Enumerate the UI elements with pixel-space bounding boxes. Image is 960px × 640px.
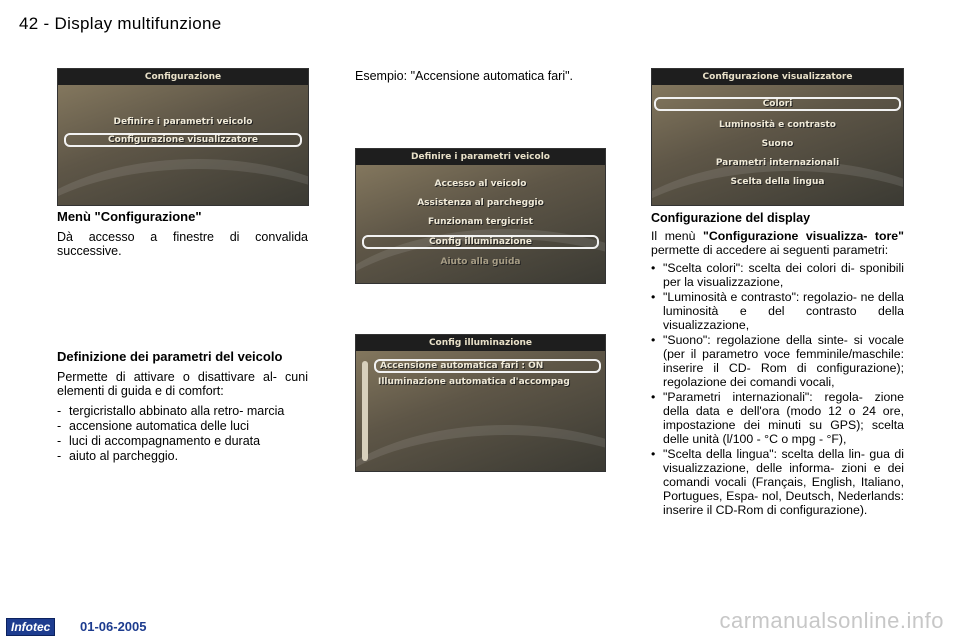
screen-configurazione-visualizzatore — [651, 68, 904, 206]
display-parameter-list — [651, 261, 904, 517]
header-separator: - — [43, 14, 50, 33]
list-marker: - — [57, 404, 62, 418]
screen-item: Accesso al veicolo — [434, 179, 527, 189]
section-intro: Il menù "Configurazione visualizza- tore" permette di accedere ai seguenti parametri: — [651, 229, 904, 257]
list-marker: • — [651, 447, 656, 461]
screen-decoration — [355, 425, 606, 472]
screen-item-selected: Colori — [654, 97, 901, 111]
screen-item: Definire i parametri veicolo — [113, 117, 253, 127]
screen-item: Illuminazione automatica d'accompag — [378, 377, 570, 387]
list-item: • "Luminosità e contrasto": regolazio- ne della luminosità e del contrasto della visualizzazione, — [651, 290, 904, 332]
page-number: 42 — [19, 14, 39, 33]
screen-item: Scelta della lingua — [730, 177, 825, 187]
screen-item: Funzionam tergicrist — [428, 217, 533, 227]
screen-title: Configurazione — [58, 69, 308, 85]
list-item: • "Scelta della lingua": scelta della lin- gua di visualizzazione, delle informa- zioni e dei comandi vocali (Français, English, Italiano, Portugues, Espa- nol, Deutsch, Nederlands: inserire il CD-Rom di configurazione). — [651, 447, 904, 517]
section-configurazione-display — [651, 211, 904, 518]
section-body: Dà accesso a finestre di convalida successive. — [57, 230, 308, 258]
screen-config-illuminazione — [355, 334, 606, 472]
section-intro: Permette di attivare o disattivare al- cuni elementi di guida e di comfort: — [57, 370, 308, 398]
example-text: Esempio: "Accensione automatica fari". — [355, 69, 574, 83]
screen-title: Config illuminazione — [356, 335, 605, 351]
list-item: - aiuto al parcheggio. — [57, 449, 179, 463]
list-marker: • — [651, 390, 656, 404]
screen-title: Configurazione visualizzatore — [652, 69, 903, 85]
list-item: • "Scelta colori": scelta dei colori di- sponibili per la visualizzazione, — [651, 261, 904, 289]
section-definizione-parametri — [57, 350, 308, 464]
page-title: Display multifunzione — [54, 14, 222, 33]
page-header — [19, 14, 221, 34]
screen-title: Definire i parametri veicolo — [356, 149, 605, 165]
list-marker: - — [57, 449, 62, 463]
example-caption — [355, 69, 615, 89]
list-marker: • — [651, 290, 656, 304]
section-title: Configurazione del display — [651, 211, 811, 225]
list-marker: - — [57, 419, 62, 433]
list-item: • "Parametri internazionali": regola- zione della data e dell'ora (modo 12 o 24 ore, impostazione dei minuti su GPS); scelta delle unità (l/100 - °C o mpg - °F), — [651, 390, 904, 446]
screen-item: Assistenza al parcheggio — [417, 198, 544, 208]
list-marker: • — [651, 261, 656, 275]
screen-item-selected: Config illuminazione — [362, 235, 599, 249]
section-menu-configurazione — [57, 210, 308, 264]
list-item: - tergicristallo abbinato alla retro- marcia — [57, 404, 285, 418]
parameter-list — [57, 404, 308, 463]
infotec-logo: Infotec — [6, 618, 55, 636]
watermark: carmanualsonline.info — [719, 608, 944, 633]
list-item: - accensione automatica delle luci — [57, 419, 249, 433]
footer-date: 01-06-2005 — [80, 619, 147, 634]
screen-item-selected: Accensione automatica fari : ON — [374, 359, 601, 373]
list-item: - luci di accompagnamento e durata — [57, 434, 261, 448]
screen-definire-parametri — [355, 148, 606, 284]
screen-item: Aiuto alla guida — [440, 257, 521, 267]
screen-item: Luminosità e contrasto — [719, 120, 836, 130]
screen-configurazione — [57, 68, 309, 206]
list-item: • "Suono": regolazione della sinte- si vocale (per il parametro voce femminile/maschile: inserire il CD- Rom di configurazione); regolazione dei comandi vocali, — [651, 333, 904, 389]
screen-item-selected: Configurazione visualizzatore — [64, 133, 302, 147]
list-marker: - — [57, 434, 62, 448]
screen-item: Parametri internazionali — [715, 158, 840, 168]
scrollbar — [362, 361, 368, 461]
screen-item: Suono — [761, 139, 794, 149]
list-marker: • — [651, 333, 656, 347]
section-title: Menù "Configurazione" — [57, 209, 202, 224]
section-title: Definizione dei parametri del veicolo — [57, 349, 283, 364]
screen-decoration — [57, 159, 309, 206]
